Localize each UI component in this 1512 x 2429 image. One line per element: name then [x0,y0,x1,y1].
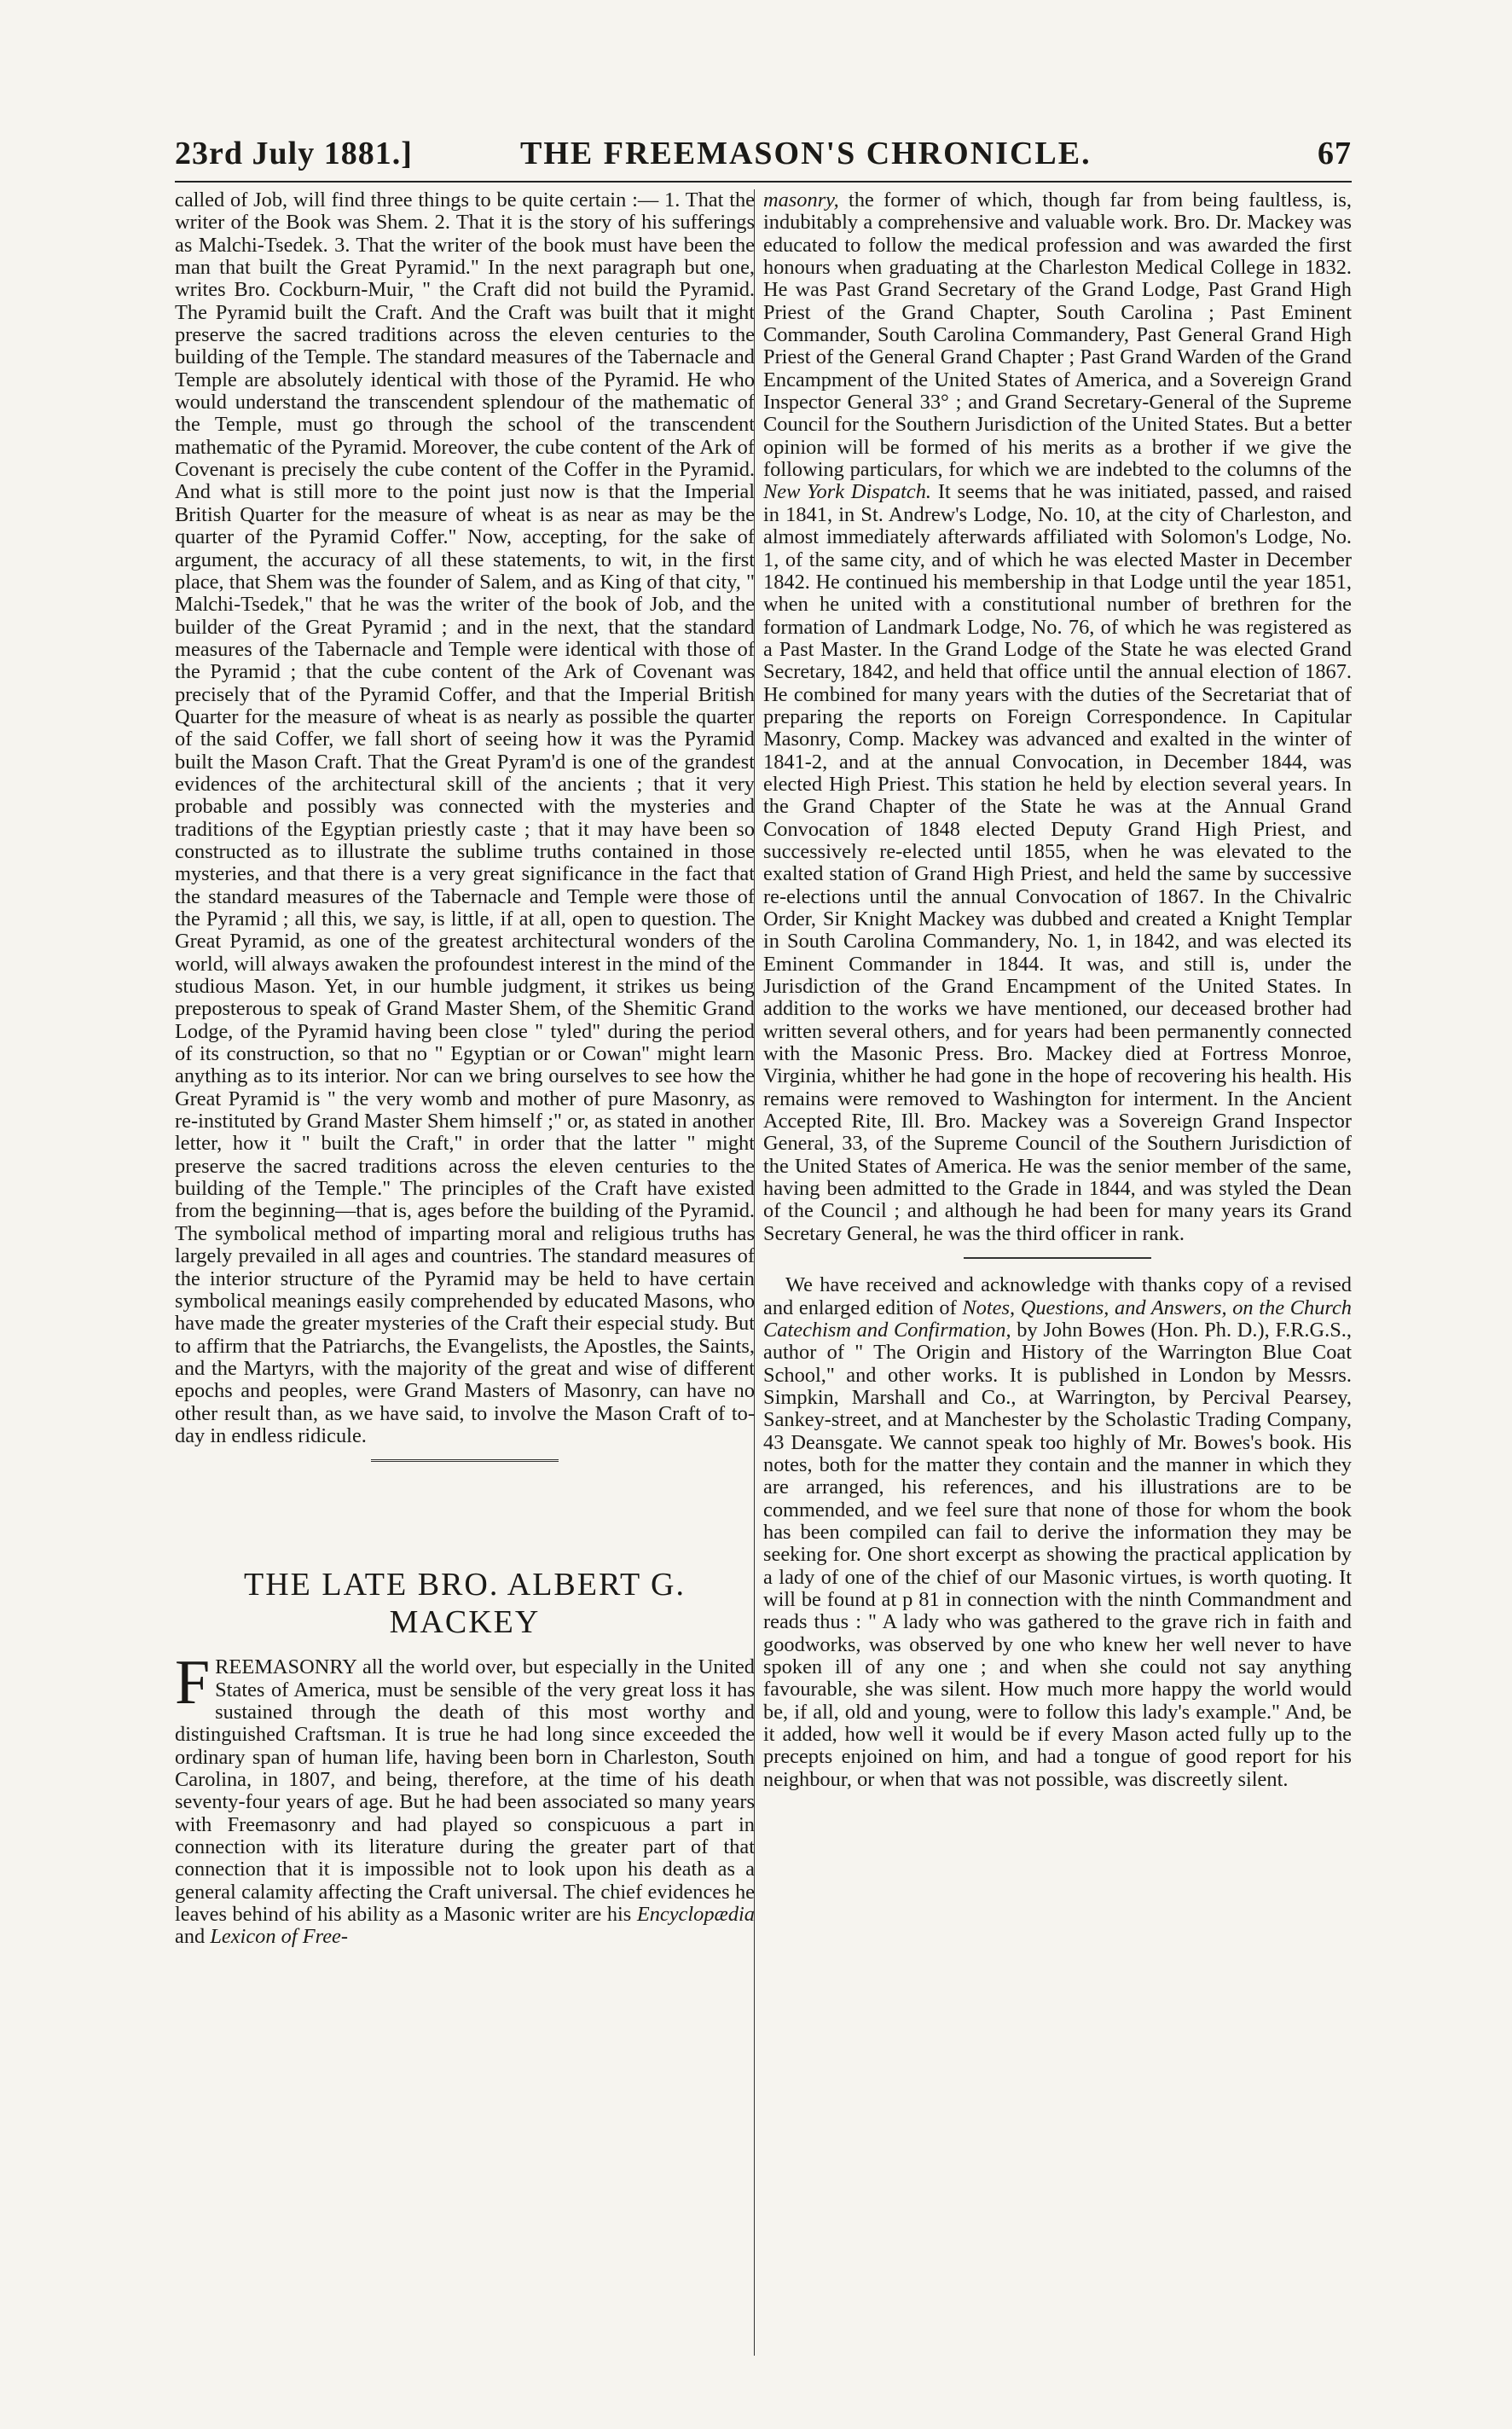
left-column [175,189,755,1949]
conjunction-text: and [175,1925,211,1949]
mackey-continuation-text: the former of which, though far from being faultless, is, indubitably a comprehensive and valuable work. Bro. Dr. Mackey was educated to follow the medical profession and was awarded the first honours when graduating at the Charleston Medical College in 1832. He was Past Grand Secretary of the Grand Lodge, Past Grand High Priest of the Grand Chapter, South Carolina ; Past Eminent Commander, South Carolina Commandery, Past General Grand High Priest of the General Grand Chapter ; Past Grand Warden of the Grand Encampment of the United States of America, and a Sovereign Grand Inspector General 33° ; and Grand Secretary-General of the Supreme Council for the Southern Jurisdiction of the United States. But a better opinion will be formed of his merits as a brother if we give the following particulars, for which we are indebted to the columns of the [763,188,1352,482]
right-column [763,189,1352,1791]
mackey-paragraph-text: REEMASONRY all the world over, but especially in the United States of America, must be sensible of the very great loss it has sustained through the death of this most worthy and distinguished Craftsman. It is true he had long since exceeded the ordinary span of human life, having been born in Charleston, South Carolina, in 1807, and being, therefore, at the time of his death seventy-four years of age. But he had been associated so many years with Freemasonry and had played so conspicuous a part in connection with its literature during the greater part of that connection that it is impossible not to look upon his death as a general calamity affecting the Craft universal. The chief evidences he leaves behind of his ability as a Masonic writer are his [175,1655,755,1927]
masonry-continuation: masonry, [763,188,839,212]
header-title: THE FREEMASON'S CHRONICLE. [520,136,1092,171]
dispatch-title: New York Dispatch. [763,480,932,504]
mackey-article-paragraph [175,1648,755,1949]
pyramid-article-paragraph: called of Job, will find three things to be quite certain :— 1. That the writer of the Book was Shem. 2. That it is the story of his sufferings as Malchi-Tsedek. 3. That the writer of the book must have been the man that built the Great Pyramid." In the next paragraph but one, writes Bro. Cockburn-Muir, " the Craft did not build the Pyramid. The Pyramid built the Craft. And the Craft was built that it might preserve the sacred traditions across the eleven centuries to the building of the Temple. The standard measures of the Tabernacle and Temple are absolutely identical with those of the Pyramid. He who would understand the transcendent splendour of the mathematic of the Temple, must go through the school of the transcendent mathematic of the Pyramid. Moreover, the cube content of the Ark of Covenant is precisely the cube content of the Coffer in the Pyramid. And what is still more to the point just now is that the Imperial British Quarter for the measure of wheat is as near as may be the quarter of the Pyramid Coffer." Now, accepting, for the sake of argument, the accuracy of all these statements, to wit, in the first place, that Shem was the founder of Salem, and as King of that city, " Malchi-Tsedek," that he was the writer of the book of Job, and the builder of the Great Pyramid ; and in the next, that the standard measures of the Tabernacle and Temple were identical with those of the Pyramid ; that the cube content of the Ark of Covenant was precisely that of the Pyramid Coffer, and that the Imperial British Quarter for the measure of wheat is as nearly as possible the quarter of the said Coffer, we fall short of seeing how it was the Pyramid built the Mason Craft. That the Great Pyram'd is one of the grandest evidences of the architectural skill of the ancients ; that it very probable and possibly was connected with the mysteries and traditions of the Egyptian priestly caste ; that it may have been so constructed as to illustrate the sublime truths contained in those mysteries, and that there is a very great significance in the fact that the standard measures of the Tabernacle and Temple were those of the Pyramid ; all this, we say, is little, if at all, open to question. The Great Pyramid, as one of the greatest architectural wonders of the world, will always awaken the profoundest interest in the mind of the studious Mason. Yet, in our humble judgment, it strikes us being preposterous to speak of Grand Master Shem, of the Shemitic Grand Lodge, of the Pyramid having been close " tyled" during the period of its construction, so that no " Egyptian or or Cowan" might learn anything as to its interior. Nor can we bring ourselves to see how the Great Pyramid is " the very womb and mother of pure Masonry, as re-instituted by Grand Master Shem himself ;" or, as stated in another letter, how it " built the Craft," in order that the latter " might preserve the sacred traditions across the eleven centuries to the building of the Temple." The principles of the Craft have existed from the beginning—that is, ages before the building of the Pyramid. The symbolical method of imparting moral and religious truths has largely prevailed in all ages and countries. The standard measures of the interior structure of the Pyramid may be held to have certain symbolical meanings easily comprehended by educated Masons, who have made the greater mysteries of the Craft their especial study. But to affirm that the Patriarchs, the Evangelists, the Apostles, the Saints, and the Martyrs, with the majority of the great and wise of different epochs and peoples, were Grand Masters of Masonry, can have no other result than, as we have said, to involve the Mason Craft of to-day in endless ridicule. [175,188,755,1447]
section-separator-2 [964,1257,1151,1259]
review-text-a: We have received and acknowledge with thanks copy of a revised and enlarged edition of [763,1273,1352,1319]
mackey-article-continuation [763,189,1352,1245]
header-date: 23rd July 1881.] [175,136,413,171]
section-separator [371,1459,559,1464]
header-rule [175,181,1352,183]
page-header [175,128,1352,176]
lexicon-title: Lexicon of Free- [210,1925,348,1949]
book-review-paragraph [763,1274,1352,1791]
encyclopaedia-title: Encyclopædia [636,1903,755,1927]
drop-cap: F [175,1648,211,1719]
mackey-continuation-text-2: It seems that he was initiated, passed, and raised in 1841, in St. Andrew's Lodge, No. 10, at the city of Charleston, and almost immediately afterwards affiliated with Solomon's Lodge, No. 1, of the same city, and of which he was elected Master in December 1842. He continued his membership in that Lodge until the year 1851, when he united with a constitutional number of brethren for the formation of Landmark Lodge, No. 76, of which he was registered as a Past Master. In the Grand Lodge of the State he was elected Grand Secretary, 1842, and held that office until the annual election of 1867. He combined for many years with the duties of the Secretariat that of preparing the reports on Foreign Correspondence. In Capitular Masonry, Comp. Mackey was advanced and exalted in the winter of 1841-2, and at the annual Convocation, in December 1844, was elected High Priest. This station he held by election several years. In the Grand Chapter of the State he was at the Annual Grand Convocation of 1848 elected Deputy Grand High Priest, and successively re-elected until 1855, when he was elevated to the exalted station of Grand High Priest, and held the same by successive re-elections until the annual Convocation of 1867. In the Chivalric Order, Sir Knight Mackey was dubbed and created a Knight Templar in South Carolina Commandery, No. 1, in 1842, and was elected its Eminent Commander in 1844. It was, and still is, under the Jurisdiction of the Grand Encampment of the United States. In addition to the works we have mentioned, our deceased brother had written several others, and for years had been permanently connected with the Masonic Press. Bro. Mackey died at Fortress Monroe, Virginia, whither he had gone in the hope of recovering his health. His remains were removed to Washington for interment. In the Ancient Accepted Rite, Ill. Bro. Mackey was a Sovereign Grand Inspector General, 33, of the Supreme Council of the Southern Jurisdiction of the United States of America. He was the senior member of the same, having been admitted to the Grade in 1844, and was styled the Dean of the Council ; and although he had been for many years its Grand Secretary General, he was the third officer in rank. [763,480,1352,1245]
review-text-b: by John Bowes (Hon. Ph. D.), F.R.G.S., author of " The Origin and History of the Warrington Blue Coat School," and other works. It is published in London by Messrs. Simpkin, Marshall and Co., at Warrington, by Percival Pearsey, Sankey-street, and at Manchester by the Scholastic Trading Company, 43 Deansgate. We cannot speak too highly of Mr. Bowes's book. His notes, both for the matter they contain and the manner in which they are arranged, his references, and his illustrations are to be commended, and we feel sure that none of those for whom the book has been compiled can fail to derive the information they may be seeking for. One short excerpt as showing the practical application by a lady of one of the chief of our Masonic virtues, is worth quoting. It will be found at p 81 in connection with the ninth Commandment and reads thus : " A lady who was gathered to the grave rich in faith and goodworks, was observed by one who knew her well never to have spoken ill of any one ; and when she could not say anything favourable, she was silent. How much more happy the world would be, if all, old and young, were to follow this lady's example." And, be it added, how well it would be if every Mason acted fully up to the precepts enjoined on him, and had a tongue of good report for his neighbour, or when that was not possible, was discreetly silent. [763,1318,1352,1791]
article-title: THE LATE BRO. ALBERT G. MACKEY [243,1567,686,1641]
header-page-number: 67 [1318,136,1352,171]
book-title: Notes, Questions, and Answers, on the Church Catechism and Confirmation, [763,1296,1352,1342]
